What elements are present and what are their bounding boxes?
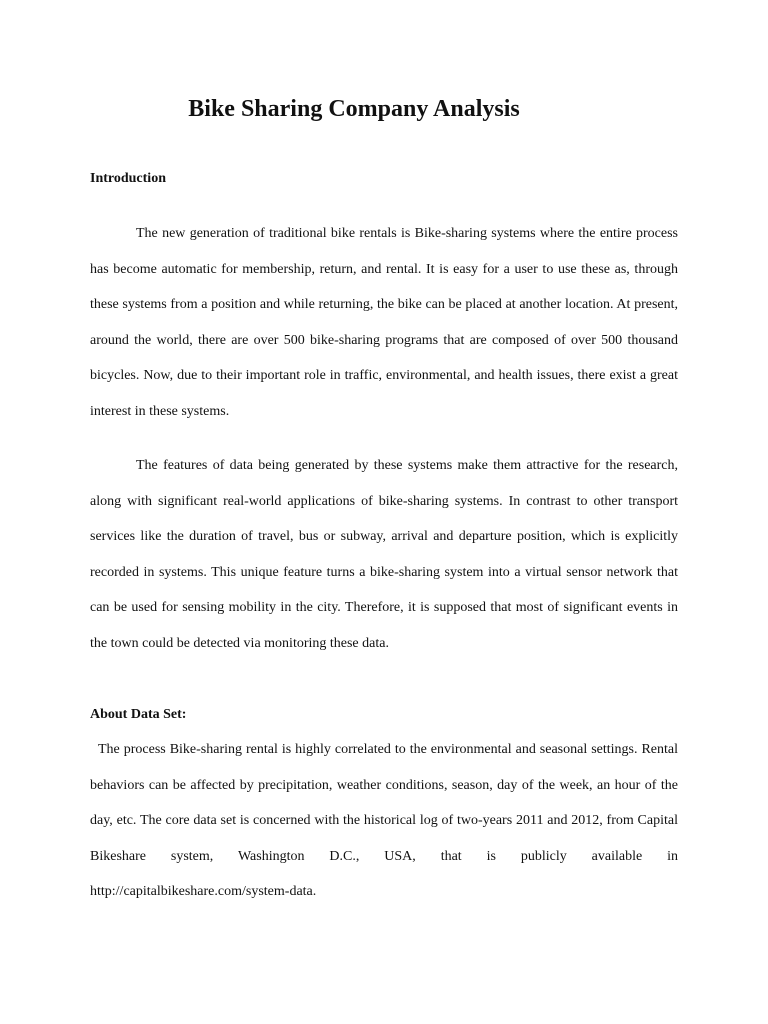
section-heading-about-data-set: About Data Set:: [90, 707, 187, 722]
section-heading-introduction: Introduction: [90, 171, 166, 186]
document-title: Bike Sharing Company Analysis: [188, 96, 520, 122]
paragraph-introduction-2: The features of data being generated by these systems make them attractive for the research, along with significant real-world applications of bike-sharing systems. In contrast to other transport services like the duration of travel, bus or subway, arrival and departure position, which is explicitly recorded in systems. This unique feature turns a bike-sharing system into a virtual sensor network that can be used for sensing mobility in the city. Therefore, it is supposed that most of significant events in the town could be detected via monitoring these data.: [90, 458, 678, 651]
paragraph-introduction-1: The new generation of traditional bike rentals is Bike-sharing systems where the entire process has become automatic for membership, return, and rental. It is easy for a user to use these as, through these systems from a position and while returning, the bike can be placed at another location. At present, around the world, there are over 500 bike-sharing programs that are composed of over 500 thousand bicycles. Now, due to their important role in traffic, environmental, and health issues, there exist a great interest in these systems.: [90, 226, 678, 419]
paragraph-about-data-set: The process Bike-sharing rental is highly correlated to the environmental and seasonal settings. Rental behaviors can be affected by precipitation, weather conditions, season, day of the week, an hour of the day, etc. The core data set is concerned with the historical log of two-years 2011 and 2012, from Capital Bikeshare system, Washington D.C., USA, that is publicly available in http://capitalbikeshare.com/system-data.: [90, 742, 678, 900]
